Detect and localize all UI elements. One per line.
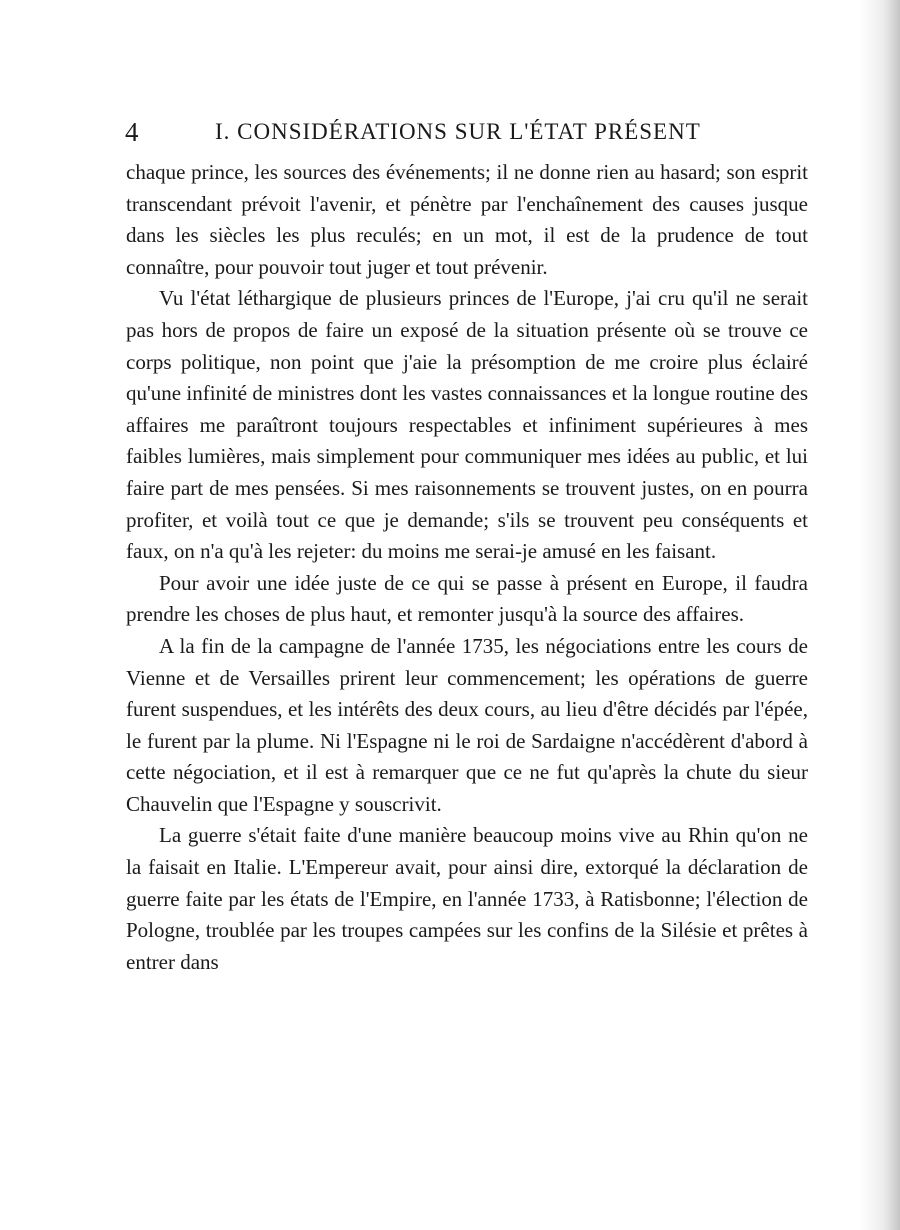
paragraph-3: Pour avoir une idée juste de ce qui se passe à présent en Europe, il faudra prendre les choses de plus haut, et remonter jusqu'à la source des affaires. [126, 570, 808, 627]
paragraph-4: A la fin de la campagne de l'année 1735, les négociations entre les cours de Vienne et de Versailles prirent leur commencement; les opérations de guerre furent suspendues, et les intérêts des deux cours, au lieu d'être décidés par l'épée, le furent par la plume. Ni l'Espagne ni le roi de Sardaigne n'accédèrent d'abord à cette négociation, et il est à remarquer que ce ne fut qu'après la chute du sieur Chauvelin que l'Espagne y souscrivit. [126, 633, 808, 816]
page-number: 4 [125, 117, 139, 147]
page-edge-shadow [860, 0, 900, 1230]
running-title: I. CONSIDÉRATIONS SUR L'ÉTAT PRÉSENT [215, 119, 701, 144]
page-header [125, 112, 815, 152]
paragraph-2: Vu l'état léthargique de plusieurs princes de l'Europe, j'ai cru qu'il ne serait pas hors de propos de faire un exposé de la situation présente où se trouve ce corps politique, non point que j'aie la présomption de me croire plus éclairé qu'une infinité de ministres dont les vastes connaissances et la longue routine des affaires me paraîtront toujours respectables et infiniment supérieures à mes faibles lumières, mais simplement pour communiquer mes idées au public, et lui faire part de mes pensées. Si mes raisonnements se trouvent justes, on en pourra profiter, et voilà tout ce que je demande; s'ils se trouvent peu conséquents et faux, on n'a qu'à les rejeter: du moins me serai-je amusé en les faisant. [126, 286, 808, 564]
body-text [126, 157, 808, 978]
paragraph-1: chaque prince, les sources des événements; il ne donne rien au hasard; son esprit transcendant prévoit l'avenir, et pénètre par l'enchaînement des causes jusque dans les siècles les plus reculés; en un mot, il est de la prudence de tout connaître, pour pouvoir tout juger et tout prévenir. [126, 160, 808, 279]
paragraph-5: La guerre s'était faite d'une manière beaucoup moins vive au Rhin qu'on ne la faisait en Italie. L'Empereur avait, pour ainsi dire, extorqué la déclaration de guerre faite par les états de l'Empire, en l'année 1733, à Ratisbonne; l'élection de Pologne, troublée par les troupes campées sur les confins de la Silésie et prêtes à entrer dans [126, 823, 808, 974]
